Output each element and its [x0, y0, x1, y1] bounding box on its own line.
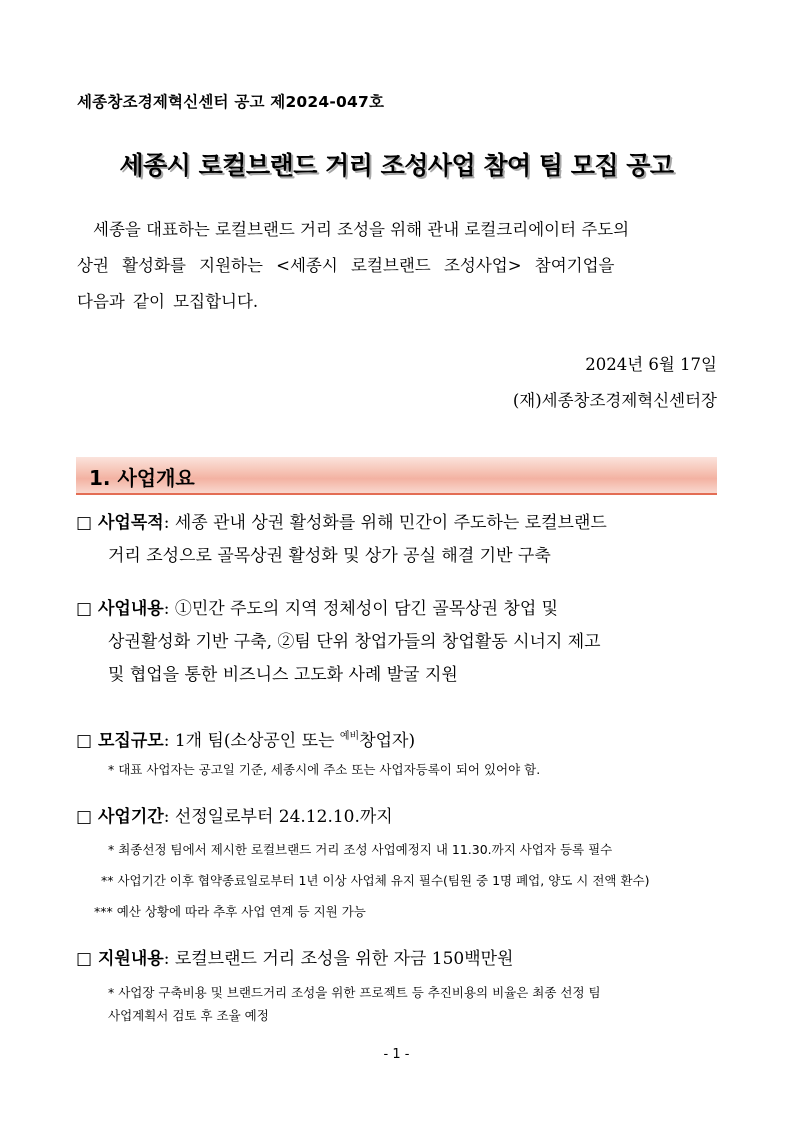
item-text: : 로컬브랜드 거리 조성을 위한 자금 150백만원 — [163, 949, 514, 969]
issuing-organization: (재)세종창조경제혁신센터장 — [512, 391, 717, 410]
item-text: 창업자) — [359, 731, 416, 751]
item-note: * 사업장 구축비용 및 브랜드거리 조성을 위한 프로젝트 등 추진비용의 비율은 최종 선정 팀 — [108, 985, 601, 1000]
superscript-text: 예비 — [339, 731, 360, 742]
item-text: : 세종 관내 상권 활성화를 위해 민간이 주도하는 로컬브랜드 — [163, 513, 607, 533]
section-header-overview — [76, 457, 717, 495]
checkbox-square-icon: □ — [76, 807, 93, 827]
item-text-continued: 거리 조성으로 골목상권 활성화 및 상가 공실 해결 기반 구축 — [108, 546, 551, 566]
item-text: : 1개 팀(소상공인 또는 — [163, 731, 340, 751]
item-note: *** 예산 상황에 따라 추후 사업 연계 등 지원 가능 — [94, 904, 366, 919]
item-note: ** 사업기간 이후 협약종료일로부터 1년 이상 사업체 유지 필수(팀원 중 1명 폐업, 양도 시 전액 환수) — [101, 873, 650, 888]
document-title: 세종시 로컬브랜드 거리 조성사업 참여 팀 모집 공고 — [119, 151, 674, 180]
section-title: 1. 사업개요 — [89, 466, 195, 490]
item-label: 모집규모 — [98, 731, 164, 751]
item-label: 사업기간 — [98, 807, 164, 827]
item-purpose — [76, 507, 720, 573]
item-period — [76, 801, 720, 834]
checkbox-square-icon: □ — [76, 599, 93, 619]
item-content — [76, 593, 720, 692]
page-number: - 1 - — [383, 1047, 410, 1062]
item-label: 지원내용 — [98, 949, 164, 969]
item-text: : 선정일로부터 24.12.10.까지 — [163, 807, 393, 827]
item-support — [76, 943, 720, 976]
checkbox-square-icon: □ — [76, 949, 93, 969]
intro-line-2: 상권 활성화를 지원하는 <세종시 로컬브랜드 조성사업> 참여기업을 — [77, 256, 615, 275]
item-text-continued: 및 협업을 통한 비즈니스 고도화 사례 발굴 지원 — [108, 665, 458, 685]
item-text: : ①민간 주도의 지역 정체성이 담긴 골목상권 창업 및 — [163, 599, 559, 619]
item-scale — [76, 720, 720, 758]
item-note: * 대표 사업자는 공고일 기준, 세종시에 주소 또는 사업자등록이 되어 있어야 함. — [108, 762, 541, 777]
intro-paragraph — [77, 212, 717, 320]
item-note: * 최종선정 팀에서 제시한 로컬브랜드 거리 조성 사업예정지 내 11.30.까지 사업자 등록 필수 — [108, 842, 613, 857]
checkbox-square-icon: □ — [76, 731, 93, 751]
item-text-continued: 상권활성화 기반 구축, ②팀 단위 창업가들의 창업활동 시너지 제고 — [108, 632, 601, 652]
item-label: 사업목적 — [98, 513, 164, 533]
checkbox-square-icon: □ — [76, 513, 93, 533]
notice-date: 2024년 6월 17일 — [585, 355, 717, 374]
intro-line-1: 세종을 대표하는 로컬브랜드 거리 조성을 위해 관내 로컬크리에이터 주도의 — [93, 220, 630, 239]
item-note: 사업계획서 검토 후 조율 예정 — [108, 1008, 269, 1023]
item-label: 사업내용 — [98, 599, 164, 619]
notice-number: 세종창조경제혁신센터 공고 제2024-047호 — [77, 93, 385, 111]
intro-line-3: 다음과 같이 모집합니다. — [77, 292, 259, 311]
